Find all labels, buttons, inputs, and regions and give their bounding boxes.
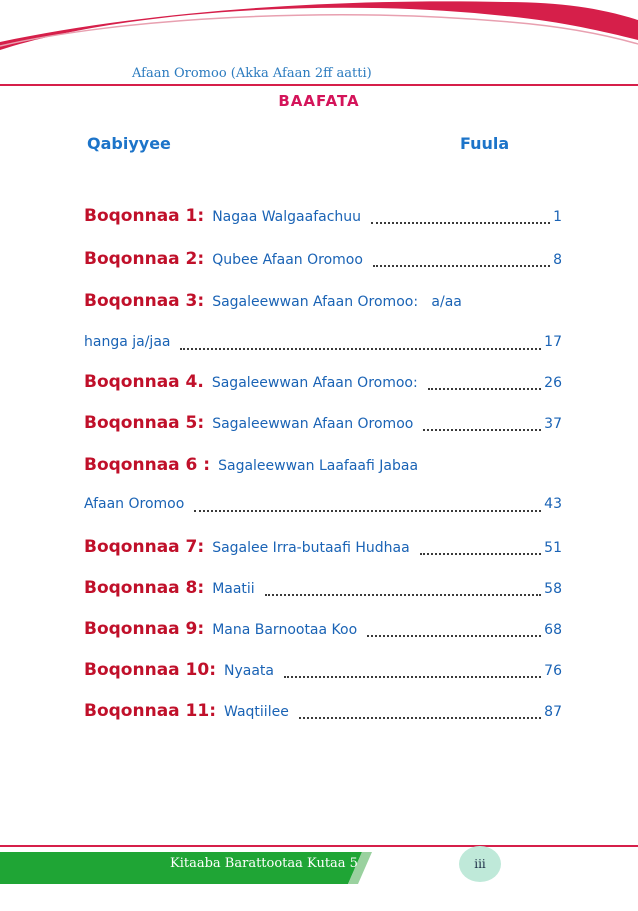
page-number: 8 bbox=[553, 252, 562, 268]
footer-page-number: iii bbox=[474, 857, 486, 871]
chapter-label: Boqonnaa 4. bbox=[84, 372, 204, 392]
leader-dots bbox=[284, 676, 541, 678]
toc-entry[interactable] bbox=[84, 537, 562, 559]
page-number: 87 bbox=[544, 704, 562, 720]
column-heading-contents: Qabiyyee bbox=[87, 134, 171, 153]
page-number: 26 bbox=[544, 375, 562, 391]
page-number: 68 bbox=[544, 622, 562, 638]
header-divider bbox=[0, 84, 638, 86]
page-number: 58 bbox=[544, 581, 562, 597]
leader-dots bbox=[428, 388, 541, 390]
chapter-label: Boqonnaa 5: bbox=[84, 413, 205, 433]
toc-entry[interactable] bbox=[84, 578, 562, 600]
toc-entry[interactable] bbox=[84, 619, 562, 641]
toc-entry[interactable] bbox=[84, 372, 562, 394]
leader-dots bbox=[367, 635, 541, 637]
toc-entry[interactable] bbox=[84, 455, 562, 477]
chapter-title: Nyaata bbox=[224, 663, 274, 679]
chapter-label: Boqonnaa 11: bbox=[84, 701, 217, 721]
chapter-label: Boqonnaa 7: bbox=[84, 537, 205, 557]
leader-dots bbox=[265, 594, 541, 596]
footer-book-title: Kitaaba Barattootaa Kutaa 5 bbox=[170, 856, 358, 871]
chapter-label: Boqonnaa 10: bbox=[84, 660, 217, 680]
toc-entry[interactable] bbox=[84, 249, 562, 271]
page-number: 37 bbox=[544, 416, 562, 432]
footer-divider bbox=[0, 845, 638, 847]
page-number-badge bbox=[459, 846, 501, 882]
leader-dots bbox=[299, 717, 541, 719]
chapter-label: Boqonnaa 6 : bbox=[84, 455, 211, 475]
chapter-title-continuation: hanga ja/jaa bbox=[84, 334, 171, 350]
toc-entry[interactable] bbox=[84, 291, 562, 313]
chapter-title: Sagalee Irra-butaafi Hudhaa bbox=[212, 540, 410, 556]
leader-dots bbox=[371, 222, 550, 224]
chapter-title: Sagaleewwan Afaan Oromoo: bbox=[211, 375, 418, 391]
toc-entry-continuation[interactable] bbox=[84, 496, 562, 516]
chapter-title: Nagaa Walgaafachuu bbox=[212, 209, 362, 225]
page-number: 51 bbox=[544, 540, 562, 556]
page-number: 1 bbox=[553, 209, 562, 225]
toc-entry[interactable] bbox=[84, 206, 562, 228]
chapter-title: Sagaleewwan Afaan Oromoo: a/aa bbox=[212, 294, 462, 310]
chapter-label: Boqonnaa 8: bbox=[84, 578, 205, 598]
chapter-title: Qubee Afaan Oromoo bbox=[212, 252, 363, 268]
chapter-label: Boqonnaa 1: bbox=[84, 206, 205, 226]
toc-entry[interactable] bbox=[84, 660, 562, 682]
leader-dots bbox=[180, 348, 541, 350]
chapter-label: Boqonnaa 3: bbox=[84, 291, 205, 311]
toc-entry[interactable] bbox=[84, 413, 562, 435]
leader-dots bbox=[420, 553, 541, 555]
page-number: 17 bbox=[544, 334, 562, 350]
chapter-label: Boqonnaa 2: bbox=[84, 249, 205, 269]
chapter-title: Waqtiilee bbox=[224, 704, 289, 720]
page-title: BAAFATA bbox=[278, 92, 360, 110]
leader-dots bbox=[423, 429, 541, 431]
page-number: 76 bbox=[544, 663, 562, 679]
chapter-title: Sagaleewwan Afaan Oromoo bbox=[212, 416, 414, 432]
toc-entry[interactable] bbox=[84, 701, 562, 723]
chapter-title-continuation: Afaan Oromoo bbox=[84, 496, 185, 512]
chapter-title: Maatii bbox=[212, 581, 255, 597]
toc-entry-continuation[interactable] bbox=[84, 334, 562, 354]
chapter-label: Boqonnaa 9: bbox=[84, 619, 205, 639]
chapter-title: Mana Barnootaa Koo bbox=[212, 622, 358, 638]
chapter-title: Sagaleewwan Laafaafi Jabaa bbox=[218, 458, 419, 474]
page-number: 43 bbox=[544, 496, 562, 512]
running-head: Afaan Oromoo (Akka Afaan 2ff aatti) bbox=[132, 66, 372, 81]
column-heading-page: Fuula bbox=[460, 134, 510, 153]
leader-dots bbox=[373, 265, 550, 267]
leader-dots bbox=[194, 510, 541, 512]
